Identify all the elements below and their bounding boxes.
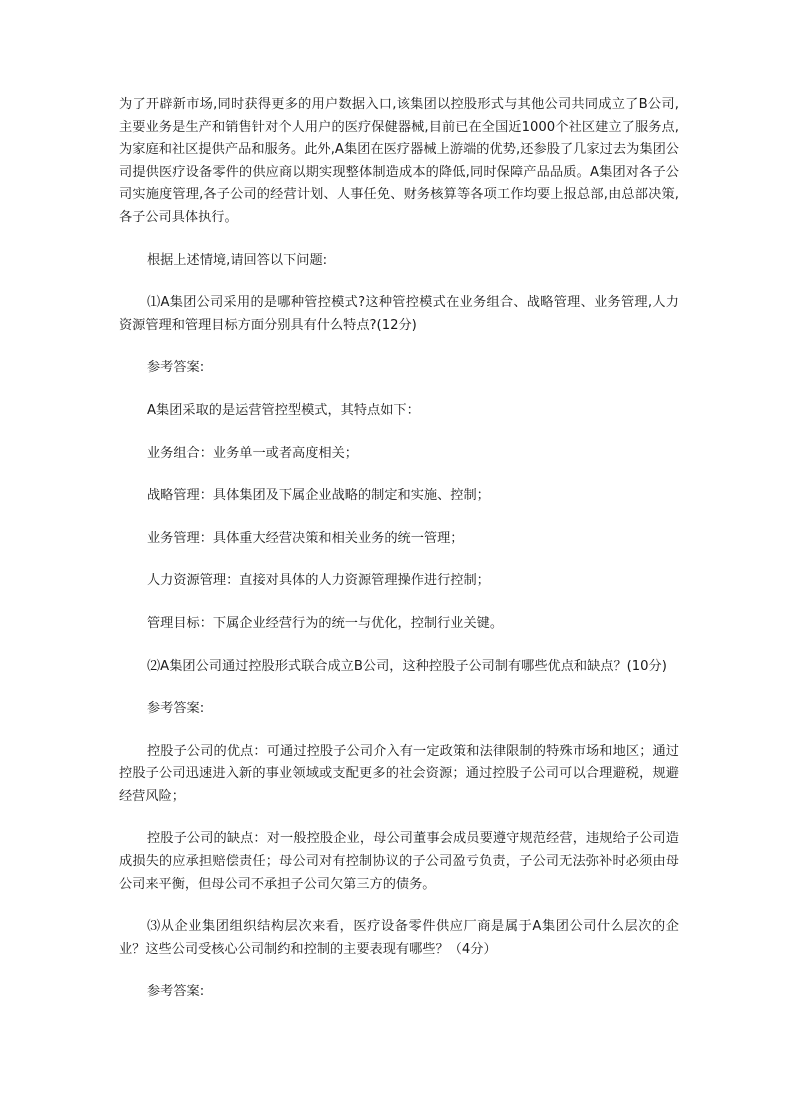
answer-2-disadvantages: 控股子公司的缺点：对一般控股企业，母公司董事会成员要遵守规范经营，违规给子公司造成损失的应承担赔偿责任；母公司对有控制协议的子公司盈亏负责，子公司无法弥补时必须由母公司来平衡，但母公司不承担子公司欠第三方的债务。 [119,831,679,892]
answer-label-1: 参考答案: [147,360,205,376]
answer-1-point: 战略管理：具体集团及下属企业战略的制定和实施、控制； [147,488,490,504]
answer-1-point: 业务管理：具体重大经营决策和相关业务的统一管理； [147,530,464,546]
answer-2-advantages: 控股子公司的优点：可通过控股子公司介入有一定政策和法律限制的特殊市场和地区；通过控股子公司迅速进入新的事业领域或支配更多的社会资源；通过控股子公司可以合理避税，规避经营风险； [119,743,679,804]
question-3: ⑶从企业集团组织结构层次来看，医疗设备零件供应厂商是属于A集团公司什么层次的企业？这些公司受核心公司制约和控制的主要表现有哪些？（4分） [119,919,679,957]
answer-1-point: 业务组合：业务单一或者高度相关； [147,445,358,461]
intro-paragraph: 为了开辟新市场,同时获得更多的用户数据入口,该集团以控股形式与其他公司共同成立了B公司,主要业务是生产和销售针对个人用户的医疗保健器械,目前已在全国近1000个社区建立了服务点,为家庭和社区提供产品和服务。此外,A集团在医疗器械上游端的优势,还参股了几家过去为集团公司提供医疗设备零件的供应商以期实现整体制造成本的降低,同时保障产品品质。A集团对各子公司实施度管理,各子公司的经营计划、人事任免、财务核算等各项工作均要上报总部,由总部决策,各子公司具体执行。 [119,97,679,225]
document-body [119,94,679,1004]
questions-prompt: 根据上述情境,请回答以下问题: [147,252,328,268]
question-2: ⑵A集团公司通过控股形式联合成立B公司，这种控股子公司制有哪些优点和缺点？(10分) [147,658,667,674]
answer-label-2: 参考答案: [147,701,205,717]
answer-1-point: 人力资源管理：直接对具体的人力资源管理操作进行控制； [147,573,490,589]
answer-label-3: 参考答案: [147,984,205,1000]
answer-1-intro: A集团采取的是运营管控型模式，其特点如下： [147,402,420,418]
answer-1-point: 管理目标：下属企业经营行为的统一与优化，控制行业关键。 [147,615,504,631]
question-1: ⑴A集团公司采用的是哪种管控模式?这种管控模式在业务组合、战略管理、业务管理,人力资源管理和管理目标方面分别具有什么特点?(12分) [119,295,679,333]
